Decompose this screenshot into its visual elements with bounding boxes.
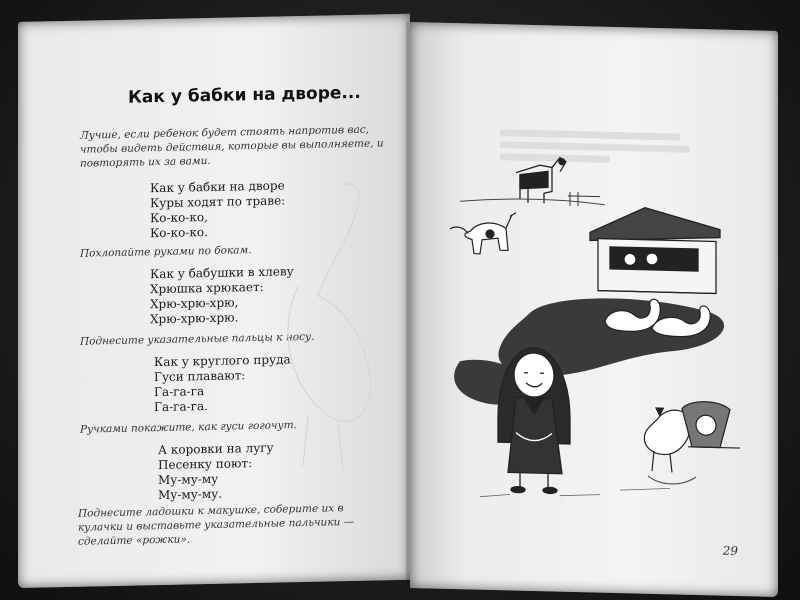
verse-line: Му-му-му. <box>158 486 223 503</box>
verse-line: А коровки на лугу <box>158 440 274 458</box>
verse-line: Хрюшка хрюкает: <box>150 279 264 297</box>
instruction-note: Ручками покажите, как гуси гогочут. <box>80 419 297 436</box>
instruction-note: Поднесите ладошки к макушке, соберите их в кулачки и выставьте указательные пальчики — сделайте «рожки». <box>78 502 355 548</box>
verse-line: Га-га-га. <box>154 399 208 415</box>
pond-drawing <box>454 294 724 410</box>
feed-trough-drawing <box>682 401 740 448</box>
verse-line: Хрю-хрю-хрю, <box>150 295 239 312</box>
open-book <box>18 22 774 588</box>
instruction-note: Поднесите указательные пальцы к носу. <box>80 330 315 348</box>
instruction-note: Лучше, если ребенок будет стоять напротив вас, чтобы видеть действия, которые вы выполняете, и повторять их за вами. <box>80 123 384 170</box>
cow-drawing <box>516 157 566 204</box>
verse-line: Ко-ко-ко, <box>150 210 208 226</box>
farmyard-illustration <box>420 140 750 528</box>
verse-line: Куры ходят по траве: <box>150 193 286 211</box>
verse-line: Му-му-му <box>158 471 219 488</box>
goat-drawing <box>450 211 516 255</box>
page-title: Как у бабки на дворе... <box>128 82 361 108</box>
right-page <box>410 22 778 597</box>
left-page <box>18 14 410 588</box>
verse-line: Песенку поют: <box>158 456 253 473</box>
verse-line: Как у бабки на дворе <box>150 178 285 196</box>
verse-line: Гуси плавают: <box>154 368 246 385</box>
verse-line: Хрю-хрю-хрю. <box>150 310 239 327</box>
page-number: 29 <box>722 543 738 559</box>
instruction-note: Похлопайте руками по бокам. <box>80 244 252 260</box>
grandmother-drawing <box>498 347 570 494</box>
fence-drawing <box>568 192 600 207</box>
verse-line: Ко-ко-ко. <box>150 225 208 241</box>
ground-hatching <box>480 484 670 502</box>
show-through-sketch <box>258 164 398 487</box>
verse-line: Как у круглого пруда <box>154 352 291 370</box>
pigsty-drawing <box>590 206 720 293</box>
verse-line: Га-га-га <box>154 384 205 400</box>
verse-line: Как у бабушки в хлеву <box>150 264 294 282</box>
verse-stanza <box>158 441 274 503</box>
